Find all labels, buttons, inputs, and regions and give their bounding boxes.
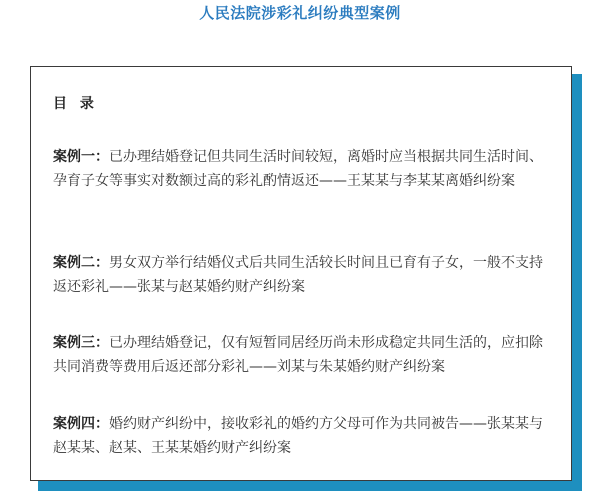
case-label: 案例二：	[53, 255, 109, 271]
case-text: 已办理结婚登记但共同生活时间较短，离婚时应当根据共同生活时间、孕育子女等事实对数额过高的彩礼酌情返还——王某某与李某某离婚纠纷案	[53, 149, 543, 189]
case-entry-2	[53, 251, 551, 299]
case-text: 男女双方举行结婚仪式后共同生活较长时间且已育有子女，一般不支持返还彩礼——张某与赵某婚约财产纠纷案	[53, 255, 543, 295]
table-of-contents-card	[30, 66, 572, 481]
case-label: 案例四：	[53, 416, 109, 432]
toc-heading: 目 录	[53, 96, 98, 112]
case-entry-1	[53, 145, 551, 193]
case-label: 案例三：	[53, 335, 109, 351]
case-text: 婚约财产纠纷中，接收彩礼的婚约方父母可作为共同被告——张某某与赵某某、赵某、王某某婚约财产纠纷案	[53, 416, 543, 456]
case-entry-3	[53, 331, 551, 379]
case-label: 案例一：	[53, 149, 109, 165]
page-title: 人民法院涉彩礼纠纷典型案例	[199, 4, 401, 22]
case-entry-4	[53, 412, 551, 460]
case-text: 已办理结婚登记，仅有短暂同居经历尚未形成稳定共同生活的，应扣除共同消费等费用后返还部分彩礼——刘某与朱某婚约财产纠纷案	[53, 335, 543, 375]
